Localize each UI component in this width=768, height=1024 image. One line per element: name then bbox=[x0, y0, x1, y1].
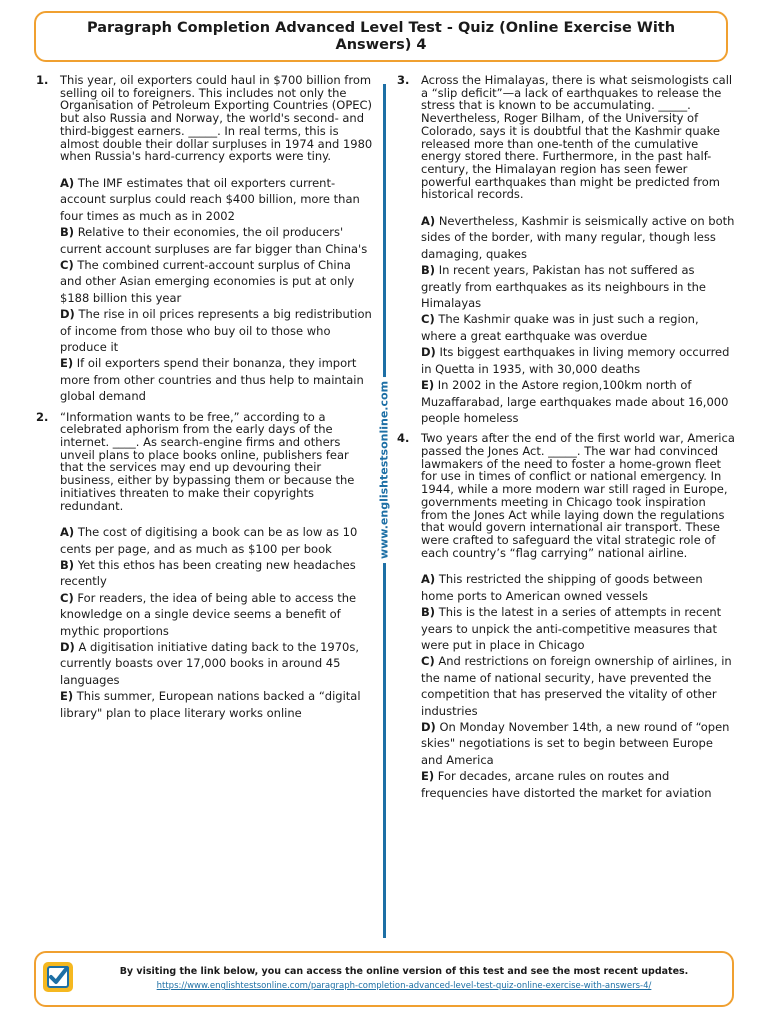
option-c[interactable] bbox=[60, 257, 374, 306]
question-number: 2. bbox=[36, 409, 49, 424]
option-text: This restricted the shipping of goods between home ports to American owned vessels bbox=[421, 572, 703, 603]
question-number: 1. bbox=[36, 73, 49, 87]
option-text: For decades, arcane rules on routes and frequencies have distorted the market for aviation bbox=[421, 769, 712, 800]
option-d[interactable] bbox=[421, 344, 735, 377]
option-text: On Monday November 14th, a new round of “open skies" negotiations is set to begin between Europe and America bbox=[421, 720, 730, 767]
option-d[interactable] bbox=[421, 719, 735, 768]
option-a[interactable] bbox=[421, 213, 735, 262]
page-title: Paragraph Completion Advanced Level Test - Quiz (Online Exercise With Answers) 4 bbox=[86, 19, 676, 53]
option-text: The combined current-account surplus of China and other Asian emerging economies is put at only $188 billion this year bbox=[60, 257, 355, 305]
option-a[interactable] bbox=[421, 571, 735, 604]
option-text: A digitisation initiative dating back to the 1970s, currently boasts over 17,000 books in around 45 languages bbox=[60, 640, 360, 687]
option-text: And restrictions on foreign ownership of airlines, in the name of national security, have prevented the competition that has preserved the vitality of other industries bbox=[421, 654, 732, 718]
footer-box bbox=[34, 951, 734, 1007]
question-stem: Across the Himalayas, there is what seismologists call a “slip deficit”—a lack of earthquakes to release the stress that is known to be accumulating. _____. Nevertheless, Roger Bilham, of the University of Colorado, says it is doubtful that the Kashmir quake released more than one-tenth of the cumulative energy stored there. Furthermore, in the past half-century, the Himalayan region has seen fewer powerful earthquakes than might be predicted from historical records. bbox=[421, 73, 733, 202]
option-e[interactable] bbox=[60, 688, 374, 721]
option-a[interactable] bbox=[60, 524, 374, 557]
option-letter: C) bbox=[421, 312, 435, 327]
question-2 bbox=[36, 411, 374, 722]
option-text: In recent years, Pakistan has not suffered as greatly from earthquakes as its neighbours in the Himalayas bbox=[421, 263, 706, 311]
option-letter: A) bbox=[60, 525, 75, 540]
option-letter: A) bbox=[60, 175, 75, 190]
option-c[interactable] bbox=[421, 311, 735, 344]
question-stem: “Information wants to be free,” according to a celebrated aphorism from the early days of the internet. ____. As search-engine firms and others unveil plans to place books online, publishers fear that the services may end up devouring their business, either by bypassing them or because the initiatives threaten to make their copyrights redundant. bbox=[60, 409, 355, 513]
option-text: The Kashmir quake was in just such a region, where a great earthquake was overdue bbox=[421, 312, 699, 343]
option-text: The cost of digitising a book can be as low as 10 cents per page, and as much as $100 per book bbox=[60, 525, 358, 556]
option-letter: E) bbox=[421, 769, 435, 784]
option-c[interactable] bbox=[60, 590, 374, 639]
option-b[interactable] bbox=[60, 224, 374, 257]
option-letter: E) bbox=[421, 378, 435, 393]
option-text: Relative to their economies, the oil producers' current account surpluses are far bigger than China's bbox=[60, 225, 368, 256]
question-4 bbox=[397, 432, 735, 801]
option-text: This summer, European nations backed a “digital library" plan to place literary works online bbox=[60, 689, 361, 720]
question-stem: This year, oil exporters could haul in $700 billion from selling oil to foreigners. This includes not only the Organisation of Petroleum Exporting Countries (OPEC) but also Russia and Norway, the world's second- and third-biggest earners. _____. In real terms, this is almost double their dollar surpluses in 1974 and 1980 when Russia's hard-currency exports were tiny. bbox=[60, 73, 373, 164]
title-box bbox=[34, 11, 728, 62]
option-text: In 2002 in the Astore region,100km north of Muzaffarabad, large earthquakes made about 16,000 people homeless bbox=[421, 378, 729, 425]
question-stem: Two years after the end of the first world war, America passed the Jones Act. _____. The war had convinced lawmakers of the need to foster a home-grown fleet for use in times of conflict or national emergency. In 1944, while a more modern war still raged in Europe, governments meeting in Chicago took inspiration from the Jones Act while laying down the regulations that would govern international air transport. These were crafted to safeguard the vital strategic role of each country’s “flag carrying” national airline. bbox=[421, 431, 735, 560]
question-3 bbox=[397, 74, 735, 426]
question-number: 4. bbox=[397, 431, 410, 446]
option-b[interactable] bbox=[421, 604, 735, 653]
option-letter: D) bbox=[60, 307, 75, 322]
option-b[interactable] bbox=[421, 262, 735, 311]
left-column bbox=[36, 74, 374, 721]
footer-link[interactable]: https://www.englishtestsonline.com/paragraph-completion-advanced-level-test-quiz-online-exercise-with-answers-4/ bbox=[156, 981, 652, 991]
option-text: This is the latest in a series of attempts in recent years to unpick the anti-competitive measures that were put in place in Chicago bbox=[421, 605, 722, 652]
option-e[interactable] bbox=[421, 377, 735, 426]
option-c[interactable] bbox=[421, 653, 735, 719]
right-column bbox=[397, 74, 735, 801]
option-letter: C) bbox=[60, 257, 74, 272]
option-b[interactable] bbox=[60, 557, 374, 590]
option-text: If oil exporters spend their bonanza, they import more from other countries and thus help to maintain global demand bbox=[60, 356, 364, 404]
question-1 bbox=[36, 74, 374, 405]
question-number: 3. bbox=[397, 73, 410, 87]
option-text: The rise in oil prices represents a big redistribution of income from those who buy oil to those who produce it bbox=[60, 307, 372, 354]
option-letter: C) bbox=[60, 590, 74, 605]
side-url[interactable]: www.englishtestsonline.com bbox=[378, 377, 391, 563]
option-text: For readers, the idea of being able to access the knowledge on a single device seems a benefit of mythic proportions bbox=[60, 590, 357, 638]
option-letter: E) bbox=[60, 356, 74, 371]
option-e[interactable] bbox=[421, 768, 735, 801]
option-a[interactable] bbox=[60, 175, 374, 224]
option-d[interactable] bbox=[60, 306, 374, 355]
option-text: Nevertheless, Kashmir is seismically active on both sides of the border, with many regular, though less damaging, quakes bbox=[421, 214, 735, 261]
option-letter: D) bbox=[421, 720, 436, 734]
option-letter: D) bbox=[421, 345, 436, 360]
option-d[interactable] bbox=[60, 639, 374, 688]
option-letter: B) bbox=[421, 263, 436, 278]
option-letter: C) bbox=[421, 654, 435, 669]
option-text: The IMF estimates that oil exporters current-account surplus could reach $400 billion, more than four times as much as in 2002 bbox=[60, 175, 360, 223]
checkbox-icon bbox=[42, 961, 74, 993]
footer-text: By visiting the link below, you can access the online version of this test and see the most recent updates. bbox=[119, 966, 689, 977]
option-text: Yet this ethos has been creating new headaches recently bbox=[60, 558, 356, 589]
option-text: Its biggest earthquakes in living memory occurred in Quetta in 1935, with 30,000 deaths bbox=[421, 345, 730, 376]
option-letter: B) bbox=[60, 558, 75, 573]
option-letter: B) bbox=[421, 605, 436, 620]
option-letter: B) bbox=[60, 225, 75, 240]
option-e[interactable] bbox=[60, 355, 374, 404]
option-letter: E) bbox=[60, 689, 74, 704]
option-letter: D) bbox=[60, 640, 75, 655]
option-letter: A) bbox=[421, 572, 436, 587]
option-letter: A) bbox=[421, 214, 436, 229]
